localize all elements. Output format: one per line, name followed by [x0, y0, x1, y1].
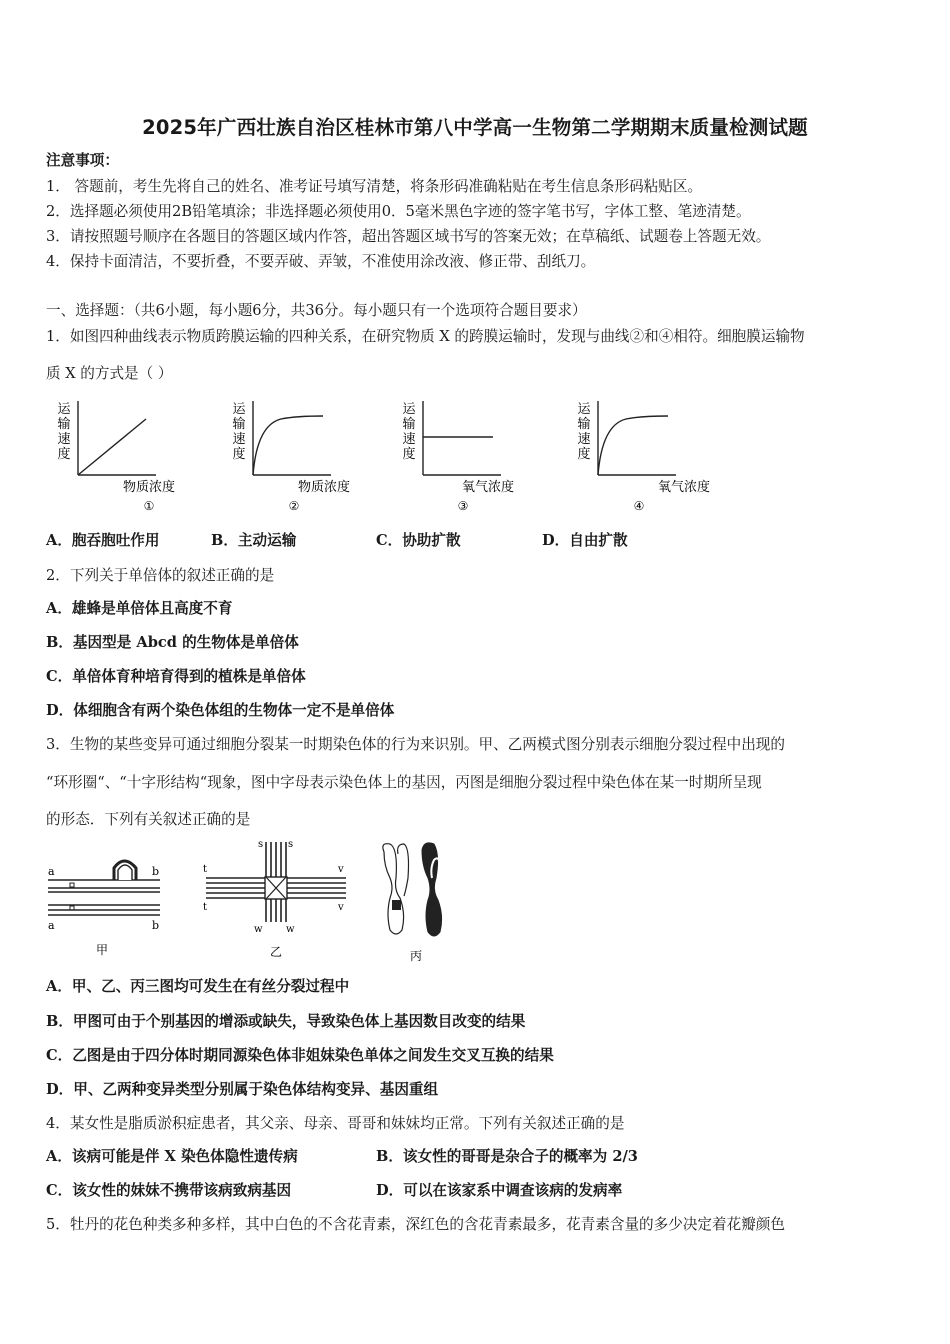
- yi-label-s1: s: [258, 839, 264, 850]
- graph-2-ylabel-1: 输: [232, 417, 246, 432]
- q5-stem: 5．牡丹的花色种类多种多样，其中白色的不含花青素，深红色的含花青素最多，花青素含量的多少决定着花瓣颜色: [46, 1216, 785, 1233]
- graph-3-xlabel: 氧气浓度: [461, 480, 515, 495]
- q3-stem-line1: 3．生物的某些变异可通过细胞分裂某一时期染色体的行为来识别。甲、乙两模式图分别表示细胞分裂过程中出现的: [46, 736, 785, 753]
- graph-3-ylabel-0: 运: [402, 402, 416, 417]
- q3-figure: [44, 838, 464, 968]
- notice-item-1: 1． 答题前，考生先将自己的姓名、准考证号填写清楚，将条形码准确粘贴在考生信息条形码粘贴区。: [46, 178, 703, 195]
- graph-1: [57, 401, 175, 513]
- notice-heading: 注意事项：: [46, 152, 119, 169]
- yi-caption: 乙: [269, 945, 283, 959]
- q3-option-c: C．乙图是由于四分体时期同源染色体非姐妹染色单体之间发生交叉互换的结果: [46, 1047, 554, 1064]
- q1-graphs: [46, 395, 746, 520]
- graph-2-ylabel-3: 度: [232, 447, 246, 462]
- graph-2-xlabel: 物质浓度: [297, 480, 351, 495]
- yi-label-s2: s: [288, 839, 294, 850]
- fig-yi: [203, 839, 346, 959]
- graph-2: [232, 401, 350, 513]
- graph-3: [402, 401, 514, 513]
- yi-label-w1: w: [254, 924, 263, 935]
- graph-3-ylabel-1: 输: [402, 417, 416, 432]
- q1-option-a: A．胞吞胞吐作用: [46, 532, 160, 549]
- q2-option-b: B．基因型是 Abcd 的生物体是单倍体: [46, 634, 299, 651]
- q2-stem: 2．下列关于单倍体的叙述正确的是: [46, 567, 275, 584]
- fig-jia: [48, 861, 160, 957]
- graph-2-ylabel-2: 速: [232, 432, 246, 447]
- jia-label-b-bottom: b: [152, 919, 160, 932]
- graph-1-ylabel-2: 速: [57, 432, 71, 447]
- yi-label-v2: v: [338, 902, 344, 913]
- section-heading: 一、选择题：（共6小题，每小题6分，共36分。每小题只有一个选项符合题目要求）: [46, 302, 587, 319]
- q4-option-d: D．可以在该家系中调查该病的发病率: [376, 1182, 623, 1199]
- graph-1-num: ①: [143, 499, 155, 513]
- notice-item-4: 4．保持卡面清洁，不要折叠，不要弄破、弄皱，不准使用涂改液、修正带、刮纸刀。: [46, 253, 596, 270]
- jia-label-b-top: b: [152, 865, 160, 878]
- q4-option-b: B．该女性的哥哥是杂合子的概率为 2/3: [376, 1148, 638, 1165]
- graph-1-ylabel-1: 输: [57, 417, 71, 432]
- graph-4-xlabel: 氧气浓度: [657, 480, 711, 495]
- graph-1-ylabel-0: 运: [57, 402, 71, 417]
- graph-4-ylabel-3: 度: [577, 447, 591, 462]
- yi-label-t2: t: [203, 902, 208, 913]
- graph-2-ylabel-0: 运: [232, 402, 246, 417]
- jia-label-a-top: a: [48, 865, 55, 878]
- q3-option-d: D．甲、乙两种变异类型分别属于染色体结构变异、基因重组: [46, 1081, 439, 1098]
- graph-4: [577, 401, 710, 513]
- graph-1-ylabel-3: 度: [57, 447, 71, 462]
- q2-option-c: C．单倍体育种培育得到的植株是单倍体: [46, 668, 306, 685]
- graph-1-xlabel: 物质浓度: [122, 480, 176, 495]
- jia-label-a-bottom: a: [48, 919, 55, 932]
- q2-option-d: D．体细胞含有两个染色体组的生物体一定不是单倍体: [46, 702, 395, 719]
- yi-label-w2: w: [286, 924, 295, 935]
- notice-item-3: 3．请按照题号顺序在各题目的答题区域内作答，超出答题区域书写的答案无效；在草稿纸、试题卷上答题无效。: [46, 228, 771, 245]
- graph-3-num: ③: [457, 499, 469, 513]
- q3-stem-line3: 的形态．下列有关叙述正确的是: [46, 811, 251, 828]
- graph-4-num: ④: [633, 499, 645, 513]
- q3-stem-line2: “环形圈“、“十字形结构“现象，图中字母表示染色体上的基因，丙图是细胞分裂过程中染色体在某一时期所呈现: [46, 774, 762, 791]
- q4-option-c: C．该女性的妹妹不携带该病致病基因: [46, 1182, 292, 1199]
- notice-item-2: 2．选择题必须使用2B铅笔填涂；非选择题必须使用0．5毫米黑色字迹的签字笔书写，字体工整、笔迹清楚。: [46, 203, 751, 220]
- graph-3-ylabel-3: 度: [402, 447, 416, 462]
- q1-option-c: C．协助扩散: [376, 532, 461, 549]
- bing-caption: 丙: [409, 949, 423, 963]
- yi-label-t1: t: [203, 864, 208, 875]
- jia-caption: 甲: [95, 943, 109, 957]
- q3-option-b: B．甲图可由于个别基因的增添或缺失，导致染色体上基因数目改变的结果: [46, 1013, 526, 1030]
- q2-option-a: A．雄蜂是单倍体且高度不育: [46, 600, 233, 617]
- graph-3-ylabel-2: 速: [402, 432, 416, 447]
- q1-option-b: B．主动运输: [211, 532, 297, 549]
- graph-4-ylabel-0: 运: [577, 402, 591, 417]
- yi-label-v1: v: [338, 864, 344, 875]
- fig-bing: [383, 843, 442, 963]
- q1-stem-line1: 1．如图四种曲线表示物质跨膜运输的四种关系，在研究物质 X 的跨膜运输时，发现与曲线②和④相符。细胞膜运输物: [46, 328, 805, 345]
- q1-option-d: D．自由扩散: [542, 532, 628, 549]
- q1-stem-line2: 质 X 的方式是（ ）: [46, 365, 173, 382]
- q3-option-a: A．甲、乙、丙三图均可发生在有丝分裂过程中: [46, 978, 350, 995]
- q4-option-a: A．该病可能是伴 X 染色体隐性遗传病: [46, 1148, 298, 1165]
- graph-4-ylabel-2: 速: [577, 432, 591, 447]
- q4-stem: 4．某女性是脂质淤积症患者，其父亲、母亲、哥哥和妹妹均正常。下列有关叙述正确的是: [46, 1115, 625, 1132]
- graph-4-ylabel-1: 输: [577, 417, 591, 432]
- graph-2-num: ②: [288, 499, 300, 513]
- page-title: 2025年广西壮族自治区桂林市第八中学高一生物第二学期期末质量检测试题: [142, 116, 808, 139]
